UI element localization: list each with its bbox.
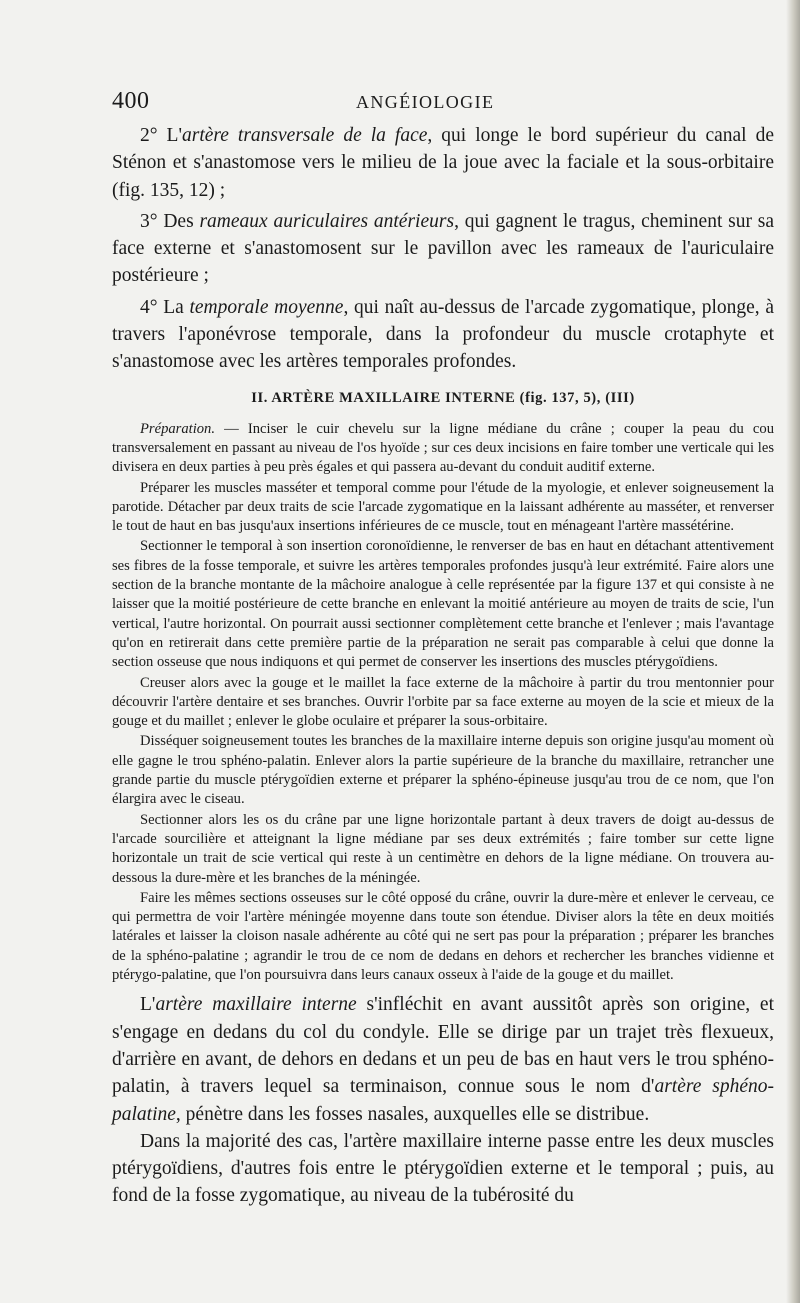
branch-item-middle-temporal [112, 294, 774, 376]
preparation-text: — Inciser le cuir chevelu sur la ligne médiane du crâne ; couper la peau du cou transversalement en passant au niveau de l'os hyoïde ; sur ces deux incisions en faire tomber une verticale qui les divisera en deux parties à peu près égales et qui passera au-devant du conduit auditif externe. [112, 420, 774, 476]
item-lead: 2° L' [140, 125, 182, 146]
preparation-section [112, 420, 774, 986]
body-term-secondary: artère sphéno-palatine [112, 1076, 775, 1125]
item-lead: 3° Des [140, 210, 200, 232]
main-body-text [112, 991, 774, 1209]
page-edge-shadow [786, 0, 800, 1303]
preparation-paragraph: Faire les mêmes sections osseuses sur le côté opposé du crâne, ouvrir la dure-mère et enlever le cerveau, ce qui permettra de voir l'artère méningée moyenne dans toute son étendue. Diviser alors la tête en deux moitiés latérales et laisser la cloison nasale adhérente au côté qui ne sert pas pour la préparation ; préparer les branches de la sphéno-palatine ; agrandir le trou de ce nom de dedans en dehors et rechercher les branches vidienne et ptérygo-palatine, que l'on poursuivra dans leurs canaux osseux à l'aide de la gouge et du maillet. [112, 889, 774, 984]
item-term: temporale moyenne [189, 296, 344, 318]
page-number: 400 [112, 88, 150, 114]
preparation-label: Préparation. [140, 420, 215, 437]
branch-item-transverse-facial [112, 122, 774, 204]
preparation-paragraph: Sectionner alors les os du crâne par une ligne horizontale partant à deux travers de doigt au-dessus de l'arcade sourcilière et atteignant la ligne médiane par ses deux extrémités ; faire tomber sur cette ligne horizontale un trait de scie vertical qui reste à un centimètre en dehors de la ligne médiane. On trouvera au-dessous la dure-mère et les branches de la méningée. [112, 811, 774, 886]
section-heading: II. ARTÈRE MAXILLAIRE INTERNE (fig. 137, 5), (III) [251, 389, 635, 406]
running-title: ANGÉIOLOGIE [356, 92, 495, 112]
item-text: , qui longe le bord supérieur du canal de Sténon et s'anastomose vers le milieu de la joue avec la faciale et la sous-orbitaire (fig. 135, 12) ; [112, 125, 774, 201]
body-text-secondary: , pénètre dans les fosses nasales, auxquelles elle se distribue. [175, 1103, 650, 1125]
body-paragraph-internal-maxillary [112, 991, 774, 1127]
preparation-paragraph: Préparer les muscles masséter et temporal comme pour l'étude de la myologie, et enlever soigneusement la parotide. Détacher par deux traits de scie l'arcade zygomatique en la laissant adhérente au masséter, et renverser le tout de haut en bas jusqu'aux insertions inférieures de ce muscle, tout en ménageant l'artère massétérine. [112, 479, 774, 535]
item-text: , qui naît au-dessus de l'arcade zygomatique, plonge, à travers l'aponévrose temporale, dans la profondeur du muscle crotaphyte et s'anastomose avec les artères temporales profondes. [112, 296, 774, 373]
preparation-paragraph: Sectionner le temporal à son insertion coronoïdienne, le renverser de bas en haut en détachant attentivement ses fibres de la fosse temporale, et suivre les artères temporales profondes jusqu'à leur extrémité. Faire alors une section de la branche montante de la mâchoire analogue à celle représentée par la figure 137 et qui consiste à ne laisser que la moitié postérieure de cette branche en enlevant la moitié antérieure au moyen de traits de scie, l'un vertical, l'autre horizontal. On pourrait aussi sectionner complètement cette branche et l'enlever ; mais l'avantage qu'on en retirerait dans cette première partie de la préparation ne serait pas comparable à celui que donne la section osseuse que nous indiquons et qui permet de conserver les insertions des muscles ptérygoïdiens. [112, 538, 774, 671]
item-term: rameaux auriculaires antérieurs [199, 210, 455, 232]
page-header [112, 88, 774, 122]
item-term: artère transversale de la face [181, 125, 428, 146]
preparation-paragraph [112, 420, 774, 478]
document-page [112, 88, 774, 1210]
body-text: s'infléchit en avant aussitôt après son origine, et s'engage en dedans du col du condyle. Elle se dirige par un trajet très flexueux, d'arrière en avant, de dehors en dedans et un peu de bas en haut vers le trou sphéno-palatin, à travers lequel sa terminaison, connue sous le nom d' [112, 994, 774, 1098]
artery-branches-list [112, 122, 774, 376]
item-text: , qui gagnent le tragus, cheminent sur sa face externe et s'anastomosent sur le pavillon avec les rameaux de l'auriculaire postérieure ; [112, 210, 775, 287]
body-term: artère maxillaire interne [155, 994, 357, 1016]
preparation-paragraph: Disséquer soigneusement toutes les branches de la maxillaire interne depuis son origine jusqu'au moment où elle gagne le trou sphéno-palatin. Enlever alors la partie supérieure de la branche du maxillaire, retrancher une grande partie du muscle ptérygoïdien externe et préparer la sphéno-épineuse jusqu'au trou de ce nom, que l'on élargira avec le ciseau. [112, 733, 774, 808]
item-lead: 4° La [140, 296, 190, 318]
body-lead: L' [140, 994, 156, 1016]
branch-item-anterior-auricular [112, 208, 774, 290]
body-paragraph-course: Dans la majorité des cas, l'artère maxillaire interne passe entre les deux muscles ptérygoïdiens, d'autres fois entre le ptérygoïdien externe et le temporal ; puis, au fond de la fosse zygomatique, au niveau de la tubérosité du [112, 1130, 774, 1207]
preparation-paragraph: Creuser alors avec la gouge et le maillet la face externe de la mâchoire à partir du trou mentonnier pour découvrir l'artère dentaire et ses branches. Ouvrir l'orbite par sa face externe au moyen de la scie et mieux de la gouge et du maillet ; enlever le globe oculaire et préparer la sous-orbitaire. [112, 674, 774, 730]
